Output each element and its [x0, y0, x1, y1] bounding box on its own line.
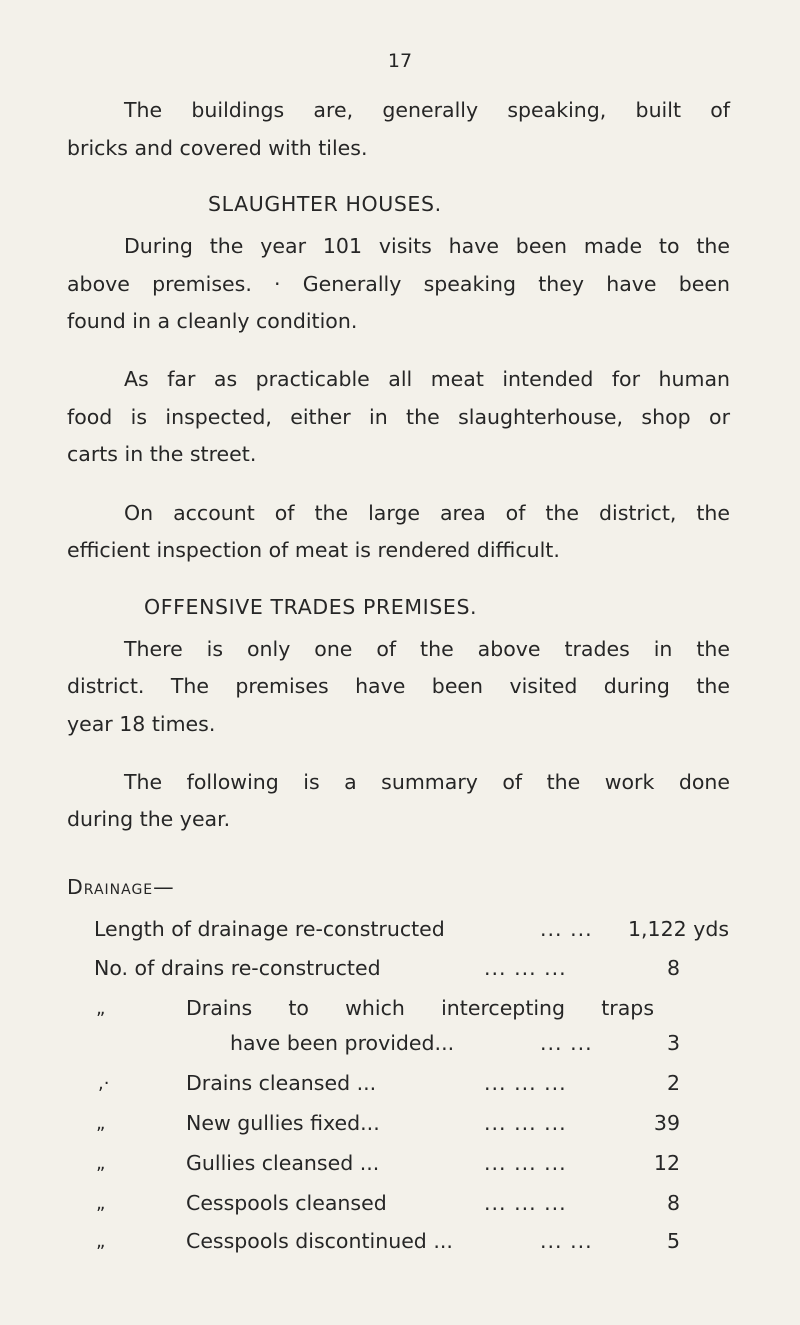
drainage-row-value: 8 [666, 956, 680, 980]
drainage-row-value: 1,122 yds [628, 917, 730, 941]
leader-dots: ... ... ... [484, 956, 567, 980]
offensive-para1-line3: year 18 times. [67, 712, 216, 736]
offensive-para2-line2: during the year. [67, 807, 231, 831]
drainage-row-label: No. of drains re-constructed [94, 956, 381, 980]
slaughter-para2-line2: food is inspected, either in the slaughterhouse, shop or [67, 405, 730, 429]
drainage-row-value: 2 [666, 1071, 680, 1095]
leader-dots: ... ... ... [484, 1111, 567, 1135]
intro-line-2: bricks and covered with tiles. [67, 136, 368, 160]
slaughter-houses-heading: SLAUGHTER HOUSES. [208, 192, 442, 216]
drainage-row-label: Drains to which intercepting traps [186, 996, 654, 1020]
slaughter-para2-line1: As far as practicable all meat intended for human [124, 367, 730, 391]
offensive-para1-line1: There is only one of the above trades in the [124, 637, 730, 661]
ditto-mark: „ [96, 1193, 106, 1214]
drainage-row-label: Cesspools discontinued ... [186, 1229, 453, 1253]
slaughter-para2-line3: carts in the street. [67, 442, 257, 466]
drainage-row-label: Cesspools cleansed [186, 1191, 387, 1215]
drainage-row-value: 8 [666, 1191, 680, 1215]
drainage-row-value: 5 [666, 1229, 680, 1253]
intro-line-1: The buildings are, generally speaking, built of [124, 98, 730, 122]
page-number: 17 [387, 50, 413, 72]
ditto-mark: „ [96, 998, 106, 1019]
slaughter-para3-line1: On account of the large area of the district, the [124, 501, 730, 525]
offensive-para1-line2: district. The premises have been visited during the [67, 674, 730, 698]
leader-dots: ... ... ... [484, 1191, 567, 1215]
drainage-row-label: Gullies cleansed ... [186, 1151, 380, 1175]
drainage-row-label: New gullies fixed... [186, 1111, 380, 1135]
slaughter-para1-line3: found in a cleanly condition. [67, 309, 358, 333]
leader-dots: ... ... ... [484, 1151, 567, 1175]
leader-dots: ... ... ... [484, 1071, 567, 1095]
ditto-mark: „ [96, 1113, 106, 1134]
offensive-para2-line1: The following is a summary of the work done [124, 770, 730, 794]
leader-dots: ... ... [540, 917, 593, 941]
drainage-row-value: 12 [653, 1151, 680, 1175]
drainage-row-label: Length of drainage re-constructed [94, 917, 445, 941]
drainage-row-label: have been provided... [230, 1031, 455, 1055]
slaughter-para3-line2: efficient inspection of meat is rendered difficult. [67, 538, 560, 562]
ditto-mark: „ [96, 1231, 106, 1252]
leader-dots: ... ... [540, 1229, 593, 1253]
drainage-heading: Drainage— [67, 875, 175, 899]
drainage-row-value: 39 [653, 1111, 680, 1135]
slaughter-para1-line2: above premises. · Generally speaking they have been [67, 272, 730, 296]
offensive-trades-heading: OFFENSIVE TRADES PREMISES. [144, 595, 478, 619]
leader-dots: ... ... [540, 1031, 593, 1055]
slaughter-para1-line1: During the year 101 visits have been made to the [124, 234, 730, 258]
ditto-mark: ,· [98, 1073, 110, 1094]
ditto-mark: „ [96, 1153, 106, 1174]
drainage-row-value: 3 [666, 1031, 680, 1055]
drainage-row-label: Drains cleansed ... [186, 1071, 377, 1095]
